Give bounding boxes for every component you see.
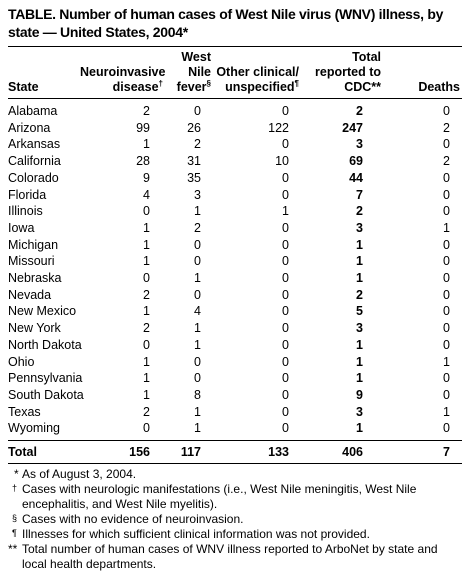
cell-deaths: 0 <box>443 204 450 219</box>
cell-other-clinical: 0 <box>282 287 289 302</box>
cell-state: Alabama <box>8 104 58 118</box>
cell-total-reported: 1 <box>356 237 363 252</box>
cell-other-clinical: 0 <box>282 170 289 185</box>
cell-total-reported: 1 <box>356 371 363 386</box>
table-row <box>8 387 462 404</box>
cell-west-nile-fever: 8 <box>194 387 201 402</box>
cell-total-reported: 1 <box>356 337 363 352</box>
table-row <box>8 303 462 320</box>
cell-west-nile-fever: 0 <box>194 237 201 252</box>
cell-state: New York <box>8 321 61 336</box>
table-row <box>8 187 462 204</box>
header-state: State <box>8 80 39 94</box>
cell-state: Florida <box>8 187 47 202</box>
footnote-mark: † <box>12 483 18 494</box>
cell-deaths: 0 <box>443 321 450 336</box>
footnote-text: Cases with neurologic manifestations (i.e., West Nile meningitis, West Nile encephalitis, and West Nile myelitis). <box>22 482 417 512</box>
total-deaths: 7 <box>443 445 450 460</box>
cell-deaths: 2 <box>443 154 450 169</box>
cell-other-clinical: 0 <box>282 337 289 352</box>
cell-total-reported: 7 <box>356 187 363 202</box>
header-total-reported: Total reported to CDC** <box>315 50 381 94</box>
footnote-text: Cases with no evidence of neuroinvasion. <box>22 512 244 527</box>
cell-west-nile-fever: 2 <box>194 220 201 235</box>
cell-west-nile-fever: 0 <box>194 254 201 269</box>
cell-neuroinvasive: 1 <box>143 237 150 252</box>
cell-neuroinvasive: 2 <box>143 104 150 118</box>
footnote <box>8 512 462 527</box>
table-footer <box>8 440 462 464</box>
cell-deaths: 0 <box>443 421 450 436</box>
cell-state: Wyoming <box>8 421 60 436</box>
cell-total-reported: 3 <box>356 321 363 336</box>
cell-other-clinical: 10 <box>275 154 289 169</box>
footnote <box>8 482 462 512</box>
footnote-mark: * <box>14 467 19 482</box>
cell-west-nile-fever: 1 <box>194 404 201 419</box>
cell-other-clinical: 0 <box>282 371 289 386</box>
total-row <box>8 441 462 463</box>
cell-total-reported: 9 <box>356 387 363 402</box>
cell-deaths: 0 <box>443 371 450 386</box>
cell-deaths: 0 <box>443 287 450 302</box>
total-neuroinvasive: 156 <box>129 445 150 460</box>
cell-west-nile-fever: 1 <box>194 204 201 219</box>
table-title: TABLE. Number of human cases of West Nile virus (WNV) illness, by state — United States, 2004* <box>8 6 444 40</box>
cell-west-nile-fever: 0 <box>194 104 201 118</box>
cell-other-clinical: 0 <box>282 220 289 235</box>
table-row <box>8 337 462 354</box>
table-row <box>8 120 462 137</box>
cell-other-clinical: 122 <box>268 120 289 135</box>
table-row <box>8 99 462 120</box>
total-label: Total <box>8 445 37 460</box>
header-deaths: Deaths <box>418 80 460 94</box>
cell-state: Iowa <box>8 220 35 235</box>
cell-total-reported: 1 <box>356 254 363 269</box>
footnote <box>8 527 462 542</box>
cell-total-reported: 2 <box>356 204 363 219</box>
cell-deaths: 0 <box>443 104 450 118</box>
cell-west-nile-fever: 31 <box>187 154 201 169</box>
cell-state: North Dakota <box>8 337 82 352</box>
footnotes <box>8 467 462 572</box>
cell-deaths: 0 <box>443 187 450 202</box>
table-row <box>8 253 462 270</box>
cell-state: New Mexico <box>8 304 77 319</box>
cell-state: Texas <box>8 404 41 419</box>
cell-total-reported: 2 <box>356 104 363 118</box>
footnote-mark: ** <box>8 542 18 557</box>
cell-state: California <box>8 154 61 169</box>
footnote-mark: § <box>12 513 18 524</box>
cell-other-clinical: 1 <box>282 204 289 219</box>
table-row <box>8 354 462 371</box>
cases-table <box>8 47 462 464</box>
cell-neuroinvasive: 2 <box>143 287 150 302</box>
cell-state: Nebraska <box>8 271 62 286</box>
total-west-nile-fever: 117 <box>180 445 201 460</box>
cell-other-clinical: 0 <box>282 304 289 319</box>
cell-other-clinical: 0 <box>282 237 289 252</box>
table-row <box>8 320 462 337</box>
cell-state: Missouri <box>8 254 55 269</box>
cell-neuroinvasive: 0 <box>143 204 150 219</box>
table-row <box>8 370 462 387</box>
cell-neuroinvasive: 1 <box>143 220 150 235</box>
footnote-mark: ¶ <box>12 528 17 539</box>
cell-other-clinical: 0 <box>282 137 289 152</box>
table-row <box>8 237 462 254</box>
cell-deaths: 1 <box>443 220 450 235</box>
cell-neuroinvasive: 1 <box>143 137 150 152</box>
table-row <box>8 136 462 153</box>
cell-deaths: 1 <box>443 404 450 419</box>
cell-total-reported: 247 <box>342 120 363 135</box>
table-row <box>8 420 462 440</box>
cell-neuroinvasive: 2 <box>143 404 150 419</box>
cell-west-nile-fever: 26 <box>187 120 201 135</box>
cell-state: Arizona <box>8 120 51 135</box>
cell-other-clinical: 0 <box>282 321 289 336</box>
cell-total-reported: 1 <box>356 271 363 286</box>
cell-deaths: 0 <box>443 337 450 352</box>
cell-west-nile-fever: 0 <box>194 287 201 302</box>
cell-west-nile-fever: 2 <box>194 137 201 152</box>
cell-neuroinvasive: 0 <box>143 421 150 436</box>
cell-neuroinvasive: 1 <box>143 387 150 402</box>
cell-neuroinvasive: 4 <box>143 187 150 202</box>
cell-total-reported: 5 <box>356 304 363 319</box>
cell-state: Illinois <box>8 204 43 219</box>
bottom-rule <box>8 463 462 464</box>
footnote-text: Illnesses for which sufficient clinical information was not provided. <box>22 527 370 542</box>
cell-deaths: 0 <box>443 387 450 402</box>
cell-state: South Dakota <box>8 387 84 402</box>
cell-other-clinical: 0 <box>282 254 289 269</box>
cell-west-nile-fever: 1 <box>194 271 201 286</box>
cell-state: Pennsylvania <box>8 371 83 386</box>
cell-other-clinical: 0 <box>282 404 289 419</box>
cell-total-reported: 69 <box>349 154 363 169</box>
header-neuroinvasive: Neuroinvasive disease† <box>80 65 166 94</box>
table-row <box>8 287 462 304</box>
cell-total-reported: 3 <box>356 220 363 235</box>
footnote-text: Total number of human cases of WNV illness reported to ArboNet by state and local health departments. <box>22 542 438 572</box>
cell-neuroinvasive: 99 <box>136 120 150 135</box>
cell-other-clinical: 0 <box>282 421 289 436</box>
cell-west-nile-fever: 35 <box>187 170 201 185</box>
cell-west-nile-fever: 3 <box>194 187 201 202</box>
cell-state: Arkansas <box>8 137 61 152</box>
cell-neuroinvasive: 1 <box>143 371 150 386</box>
footnote-text: As of August 3, 2004. <box>22 467 137 482</box>
cell-deaths: 0 <box>443 137 450 152</box>
cell-other-clinical: 0 <box>282 104 289 118</box>
cell-state: Michigan <box>8 237 59 252</box>
cell-total-reported: 1 <box>356 421 363 436</box>
cell-deaths: 0 <box>443 304 450 319</box>
table-body <box>8 99 462 440</box>
table-row <box>8 404 462 421</box>
table-row <box>8 220 462 237</box>
cell-deaths: 2 <box>443 120 450 135</box>
header-other-clinical: Other clinical/ unspecified¶ <box>216 65 299 94</box>
cell-other-clinical: 0 <box>282 354 289 369</box>
cell-west-nile-fever: 0 <box>194 371 201 386</box>
cell-west-nile-fever: 4 <box>194 304 201 319</box>
cell-total-reported: 3 <box>356 404 363 419</box>
cell-neuroinvasive: 0 <box>143 271 150 286</box>
cell-neuroinvasive: 1 <box>143 354 150 369</box>
cell-total-reported: 3 <box>356 137 363 152</box>
cell-neuroinvasive: 1 <box>143 304 150 319</box>
cell-other-clinical: 0 <box>282 271 289 286</box>
cell-deaths: 0 <box>443 254 450 269</box>
cell-total-reported: 2 <box>356 287 363 302</box>
cell-deaths: 0 <box>443 170 450 185</box>
cell-west-nile-fever: 1 <box>194 421 201 436</box>
cell-deaths: 1 <box>443 354 450 369</box>
cell-west-nile-fever: 1 <box>194 321 201 336</box>
table-row <box>8 170 462 187</box>
cell-state: Nevada <box>8 287 52 302</box>
cell-west-nile-fever: 0 <box>194 354 201 369</box>
footnote <box>8 467 462 482</box>
cell-neuroinvasive: 2 <box>143 321 150 336</box>
cell-other-clinical: 0 <box>282 187 289 202</box>
cell-neuroinvasive: 9 <box>143 170 150 185</box>
cell-total-reported: 44 <box>349 170 363 185</box>
header-west-nile-fever: West Nile fever§ <box>176 50 211 94</box>
total-reported: 406 <box>342 445 363 460</box>
cell-other-clinical: 0 <box>282 387 289 402</box>
cell-west-nile-fever: 1 <box>194 337 201 352</box>
table-row <box>8 203 462 220</box>
table-header <box>8 47 462 99</box>
table-row <box>8 270 462 287</box>
cell-state: Colorado <box>8 170 59 185</box>
cell-neuroinvasive: 1 <box>143 254 150 269</box>
total-other-clinical: 133 <box>268 445 289 460</box>
footnote <box>8 542 462 572</box>
cell-neuroinvasive: 0 <box>143 337 150 352</box>
cell-total-reported: 1 <box>356 354 363 369</box>
cell-deaths: 0 <box>443 237 450 252</box>
cell-state: Ohio <box>8 354 35 369</box>
cell-deaths: 0 <box>443 271 450 286</box>
cell-neuroinvasive: 28 <box>136 154 150 169</box>
table-row <box>8 153 462 170</box>
